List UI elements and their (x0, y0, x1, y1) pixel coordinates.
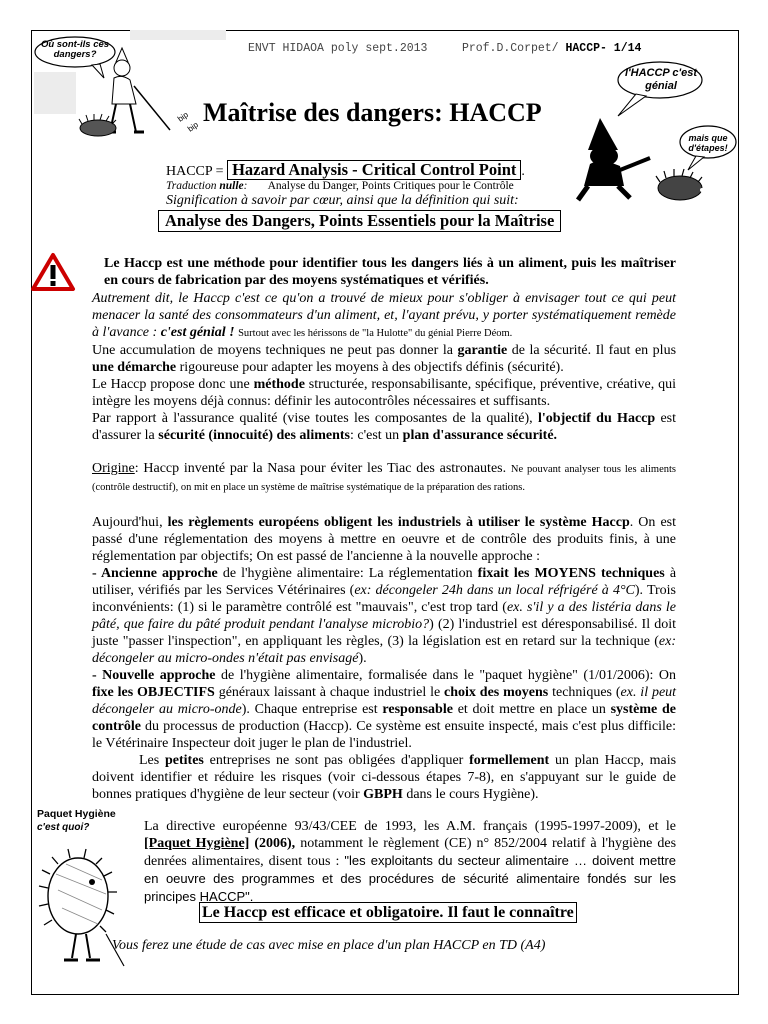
nouvelle-t1: de l'hygiène alimentaire, formalisée dans le "paquet hygiène" (1/01/2006): On (221, 668, 677, 683)
header-code: HACCP (565, 42, 600, 55)
header-course: ENVT HIDAOA poly sept.2013 (248, 42, 428, 55)
para3-t2: structurée, responsabilisante, spécifique, préventive, créative, qui intègre les moyens déjà connus: définir les autocontrôles nécessaires et suffisants. (92, 377, 677, 409)
para-autrement (92, 290, 676, 342)
para2-t2: de la sécurité. Il faut en plus (511, 343, 677, 358)
directive-t2: notamment le règlement (CE) n° 852/2004 relatif à l'hygiène des denrées alimentaires, disent tous : (144, 836, 677, 869)
ancienne-t5: ). (358, 651, 367, 666)
paquet-hygiene-link[interactable]: [Paquet Hygiène] (144, 836, 250, 851)
ancienne-i2: ex. s'il y a des listéria dans le pâté, que faire du pâté produit pendant l'analyse microbio? (92, 600, 676, 632)
para4-t3: : c'est un (349, 428, 400, 443)
directive-b1: (2006), (254, 836, 296, 851)
petites-t4: dans le cours Hygiène). (406, 787, 539, 802)
warning-icon (30, 252, 76, 292)
nouvelle-i1: ex. il peut décongeler au micro-onde (92, 685, 677, 717)
para2-b1: garantie (457, 343, 508, 358)
signification-line: Signification à savoir par cœur, ainsi que la définition qui suit: (166, 193, 519, 208)
para4-t1: Par rapport à l'assurance qualité (vise toutes les composantes de la qualité), (92, 411, 533, 426)
para1-bold: c'est génial ! (160, 325, 235, 340)
para3-b1: méthode (253, 377, 305, 392)
para-origine (92, 460, 676, 496)
meaning-text: Analyse des Dangers, Points Essentiels pour la Maîtrise (158, 210, 561, 232)
page-header (248, 42, 641, 55)
definition-dot: . (521, 164, 525, 179)
para-objectif (92, 410, 676, 444)
aujourdhui-t2: . On est passé d'une réglementation des moyens à mettre en oeuvre et de contrôle des produits finis, à une réglementation par objectifs; On est passé de l'ancienne à la nouvelle approche : (92, 515, 677, 564)
conclusion-text: Le Haccp est efficace et obligatoire. Il faut le connaître (199, 902, 577, 923)
paquet-bubble: c'est quoi? (37, 822, 90, 833)
nouvelle-t3: techniques ( (552, 685, 621, 700)
bubble-genial-text: l'HACCP c'est génial (624, 67, 698, 92)
ancienne-i1: ex: décongeler 24h dans un local réfrigéré à 4°C (354, 583, 635, 598)
main-text (92, 290, 676, 803)
traduction-line (166, 180, 514, 192)
origine-text: : Haccp inventé par la Nasa pour éviter les Tiac des astronautes. (134, 461, 507, 476)
header-author: Prof.D.Corpet/ (461, 42, 559, 55)
para4-b2: sécurité (innocuité) des aliments (158, 428, 350, 443)
petites-t2: entreprises ne sont pas obligées d'appliquer (209, 753, 464, 768)
nouvelle-b1: - Nouvelle approche (92, 668, 216, 683)
svg-text:bip: bip (175, 110, 190, 124)
ancienne-t1: de l'hygiène alimentaire: La réglementation (222, 566, 473, 581)
nouvelle-b3: choix des moyens (444, 685, 549, 700)
header-page: - 1/14 (600, 42, 642, 55)
petites-b3: GBPH (363, 787, 403, 802)
para2-b2: une démarche (92, 360, 177, 375)
meaning-box (158, 210, 561, 232)
ancienne-b2: fixait les MOYENS techniques (477, 566, 665, 581)
ancienne-t4: ) (2) l'industriel est déresponsabilisé. Il doit juste "passer l'inspection", en appliquant les règles, (3) la législation est en retard sur la technique ( (92, 617, 676, 649)
para-accumulation (92, 342, 676, 376)
intro-definition: Le Haccp est une méthode pour identifier tous les dangers liés à un aliment, puis les maîtriser en cours de fabrication par des moyens systématiques et vérifiés. (104, 256, 676, 288)
origine-label: Origine (92, 461, 135, 476)
para4-t2: est d'assurer la (92, 411, 677, 443)
para4-b3: plan d'assurance sécurité. (402, 428, 558, 443)
nouvelle-t2: généraux laissant à chaque industriel le (218, 685, 441, 700)
petites-t1: Les (139, 753, 160, 768)
para-directive (144, 818, 676, 906)
definition-prefix: HACCP = (166, 164, 224, 179)
traduction-flag: nulle (219, 180, 244, 192)
directive-quote: "les exploitants du secteur alimentaire … doivent mettre en oeuvre des programmes et des procédures de sécurité alimentaire fondés sur les principes HACCP". (144, 853, 677, 904)
definition-term: Hazard Analysis - Critical Control Point (227, 160, 521, 180)
para1-italic: Autrement dit, le Haccp c'est ce qu'on a trouvé de mieux pour s'obliger à envisager tout ce qui peut menacer la santé des consommateurs d'un aliment, et, l'ayant prévu, y porter systématiquement remède à l'avance : (92, 291, 676, 340)
ancienne-t3: ). Trois inconvénients: (1) si le paramètre contrôlé est "mauvais", c'est trop tard ( (92, 583, 676, 615)
para-aujourdhui (92, 514, 676, 565)
nouvelle-b2: fixe les OBJECTIFS (92, 685, 215, 700)
para1-small: Surtout avec les hérissons de "la Hulotte" du génial Pierre Déom. (238, 328, 513, 339)
nouvelle-t5: et doit mettre en place un (457, 702, 606, 717)
origine-small: Ne pouvant analyser tous les aliments (contrôle destructif), on mit en place un système de maîtrise systématique de la préparation des rations. (92, 464, 676, 493)
nouvelle-b4: responsable (382, 702, 453, 717)
para4-b1: l'objectif du Haccp (538, 411, 656, 426)
conclusion-box (199, 902, 577, 923)
traduction-colon: : (243, 180, 248, 192)
ancienne-t2: à utiliser, vérifiés par les Services Vétérinaires ( (92, 566, 677, 598)
ancienne-b1: - Ancienne approche (92, 566, 218, 581)
para-methode (92, 376, 676, 410)
svg-text:bip: bip (185, 120, 200, 134)
directive-text (144, 818, 676, 906)
paquet-title: Paquet Hygiène (37, 808, 116, 820)
petites-b2: formellement (469, 753, 550, 768)
nouvelle-b5: système de contrôle (92, 702, 676, 734)
page-title: Maîtrise des dangers: HACCP (203, 98, 542, 127)
para-ancienne (92, 565, 676, 667)
para2-t1: Une accumulation de moyens techniques ne peut pas donner la (92, 343, 453, 358)
petites-b1: petites (164, 753, 204, 768)
petites-t3: un plan Haccp, mais doivent identifier et réduire les risques (voir ci-dessous étapes 7-8), en s'appuyant sur le guide de bonnes pratiques d'hygiène de leur secteur (voir (92, 753, 677, 802)
ancienne-i3: ex: décongeler au micro-ondes n'était pas envisagé (92, 634, 676, 666)
para-petites (92, 752, 676, 803)
nouvelle-t6: du processus de production (Haccp). Ce système est ensuite inspecté, mais c'est plus difficile: le Vétérinaire Inspecteur doit juger le plan de l'industriel. (92, 719, 676, 751)
para3-t1: Le Haccp propose donc une (92, 377, 250, 392)
traduction-text: Analyse du Danger, Points Critiques pour le Contrôle (267, 180, 514, 192)
bubble-left-text: Où sont-ils ces dangers? (40, 39, 110, 60)
para2-t3: rigoureuse pour adapter les moyens à des objectifs définis (sécurité). (179, 360, 564, 375)
directive-t1: La directive européenne 93/43/CEE de 1993, les A.M. français (1995-1997-2009), et le (144, 819, 676, 834)
aujourdhui-b1: les règlements européens obligent les industriels à utiliser le système Haccp (167, 515, 630, 530)
para-nouvelle (92, 667, 676, 752)
nouvelle-t4: ). Chaque entreprise est (241, 702, 378, 717)
footer-note: Vous ferez une étude de cas avec mise en place d'un plan HACCP en TD (A4) (112, 938, 546, 953)
aujourdhui-t1: Aujourd'hui, (92, 515, 163, 530)
bubble-etapes-text: mais que d'étapes! (688, 133, 728, 153)
traduction-label: Traduction (166, 180, 217, 192)
haccp-definition (166, 160, 525, 180)
